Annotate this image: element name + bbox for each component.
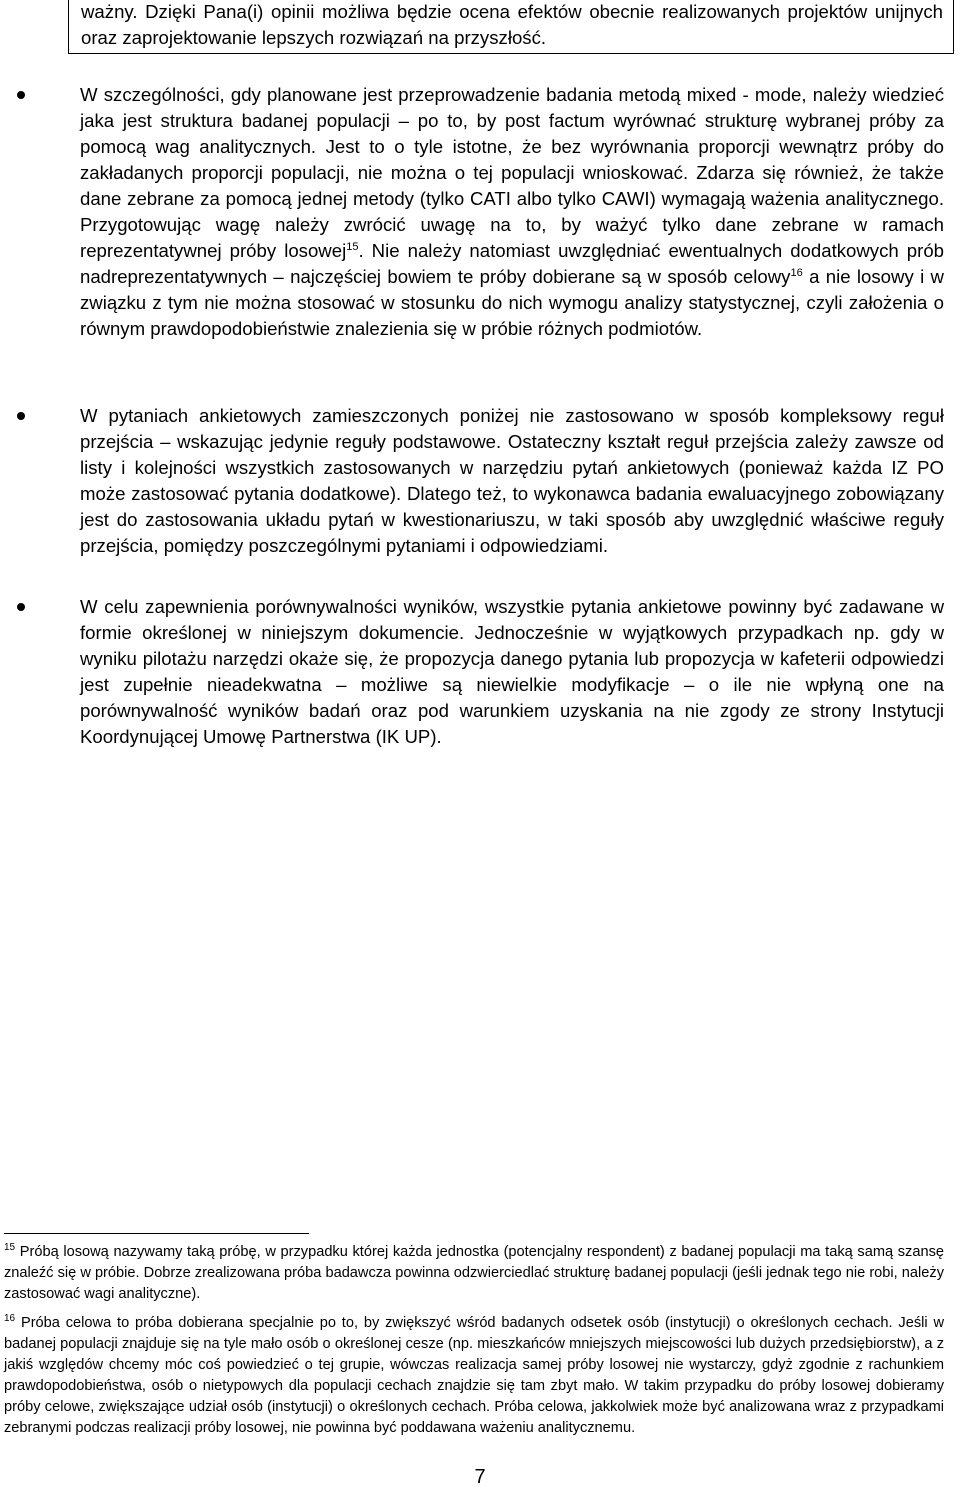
bullet-text-part: . Nie należy natomiast uwzględniać ewentualnych dodatkowych prób nadreprezentatywnych – najczęściej bowiem te próby dobierane są w sposób celowy (80, 240, 944, 287)
footnote-number: 15 (4, 1242, 16, 1254)
page-number: 7 (474, 1466, 486, 1488)
bullet-item-mixed-mode (80, 82, 944, 342)
boxed-paragraph (68, 0, 954, 54)
footnote-text: Próbą losową nazywamy taką próbę, w przypadku której każda jednostka (potencjalny respondent) z badanej populacji ma taką samą szansę znaleźć się w próbie. Dobrze zrealizowana próba badawcza powinna odzwierciedlać strukturę badanej populacji (jeśli jednak tego nie robi, należy zastosować wagi analityczne). (4, 1244, 944, 1302)
bullet-dot-icon (17, 91, 25, 99)
bullet-item-comparability (80, 594, 944, 750)
bullet-dot-icon (17, 603, 25, 611)
bullet-text-part: a nie losowy i w związku z tym nie można stosować w stosunku do nich wymogu analizy statystycznej, czyli założenia o równym prawdopodobieństwie znalezienia się w próbie różnych podmiotów. (80, 266, 944, 339)
boxed-paragraph-text: ważny. Dzięki Pana(i) opinii możliwa będzie ocena efektów obecnie realizowanych projektów unijnych oraz zaprojektowanie lepszych rozwiązań na przyszłość. (81, 1, 943, 48)
footnote-ref-16[interactable]: 16 (790, 266, 803, 279)
bullet-text-part: W szczególności, gdy planowane jest przeprowadzenie badania metodą mixed - mode, należy wiedzieć jaka jest struktura badanej populacji – po to, by post factum wyrównać strukturę wybranej próby za pomocą wag analitycznych. Jest to o tyle istotne, że bez wyrównania proporcji wewnątrz próby do zakładanych proporcji populacji, nie można o tej populacji wnioskować. Zdarza się również, że także dane zebrane za pomocą jednej metody (tylko CATI albo tylko CAWI) wymagają ważenia analitycznego. Przygotowując wagę należy zwrócić uwagę na to, by ważyć tylko dane zebrane w ramach reprezentatywnej próby losowej (80, 84, 944, 261)
bullet-text: W pytaniach ankietowych zamieszczonych poniżej nie zastosowano w sposób kompleksowy reguł przejścia – wskazując jedynie reguły podstawowe. Ostateczny kształt reguł przejścia zależy zawsze od listy i kolejności wszystkich zastosowanych w narzędziu pytań ankietowych (ponieważ każda IZ PO może zastosować pytania dodatkowe). Dlatego też, to wykonawca badania ewaluacyjnego zobowiązany jest do zastosowania układu pytań w kwestionariuszu, w taki sposób aby uwzględnić właściwe reguły przejścia, pomiędzy poszczególnymi pytaniami i odpowiedziami. (80, 405, 944, 556)
bullet-dot-icon (17, 412, 25, 420)
footnote-separator (4, 1233, 309, 1234)
footnote-16 (4, 1313, 944, 1439)
footnote-15 (4, 1242, 944, 1305)
footnote-number: 16 (4, 1313, 16, 1325)
bullet-text: W celu zapewnienia porównywalności wyników, wszystkie pytania ankietowe powinny być zadawane w formie określonej w niniejszym dokumencie. Jednocześnie w wyjątkowych przypadkach np. gdy w wyniku pilotażu narzędzi okaże się, że propozycja danego pytania lub propozycja w kafeterii odpowiedzi jest zupełnie nieadekwatna – możliwe są niewielkie modyfikacje – o ile nie wpłyną one na porównywalność wyników badań oraz pod warunkiem uzyskania na nie zgody ze strony Instytucji Koordynującej Umowę Partnerstwa (IK UP). (80, 596, 944, 747)
footnote-text: Próba celowa to próba dobierana specjalnie po to, by zwiększyć wśród badanych odsetek osób (instytucji) o określonych cechach. Jeśli w badanej populacji znajduje się na tyle mało osób o określonej cesze (np. mieszkańców mniejszych miejscowości lub dużych przedsiębiorstw), a z jakiś względów chcemy móc coś powiedzieć o tej grupie, wówczas realizacja samej próby losowej nie wystarczy, gdyż zgodnie z rachunkiem prawdopodobieństwa, osób o nietypowych dla populacji cechach znajdzie się tam zbyt mało. W takim przypadku do próby losowej dobieramy próby celowe, zwiększające udział osób (instytucji) o określonych cechach. Próba celowa, jakkolwiek może być analizowana wraz z przypadkami zebranymi podczas realizacji próby losowej, nie powinna być poddawana ważeniu analitycznemu. (4, 1315, 944, 1436)
bullet-item-transition-rules (80, 403, 944, 559)
footnote-ref-15[interactable]: 15 (346, 240, 359, 253)
